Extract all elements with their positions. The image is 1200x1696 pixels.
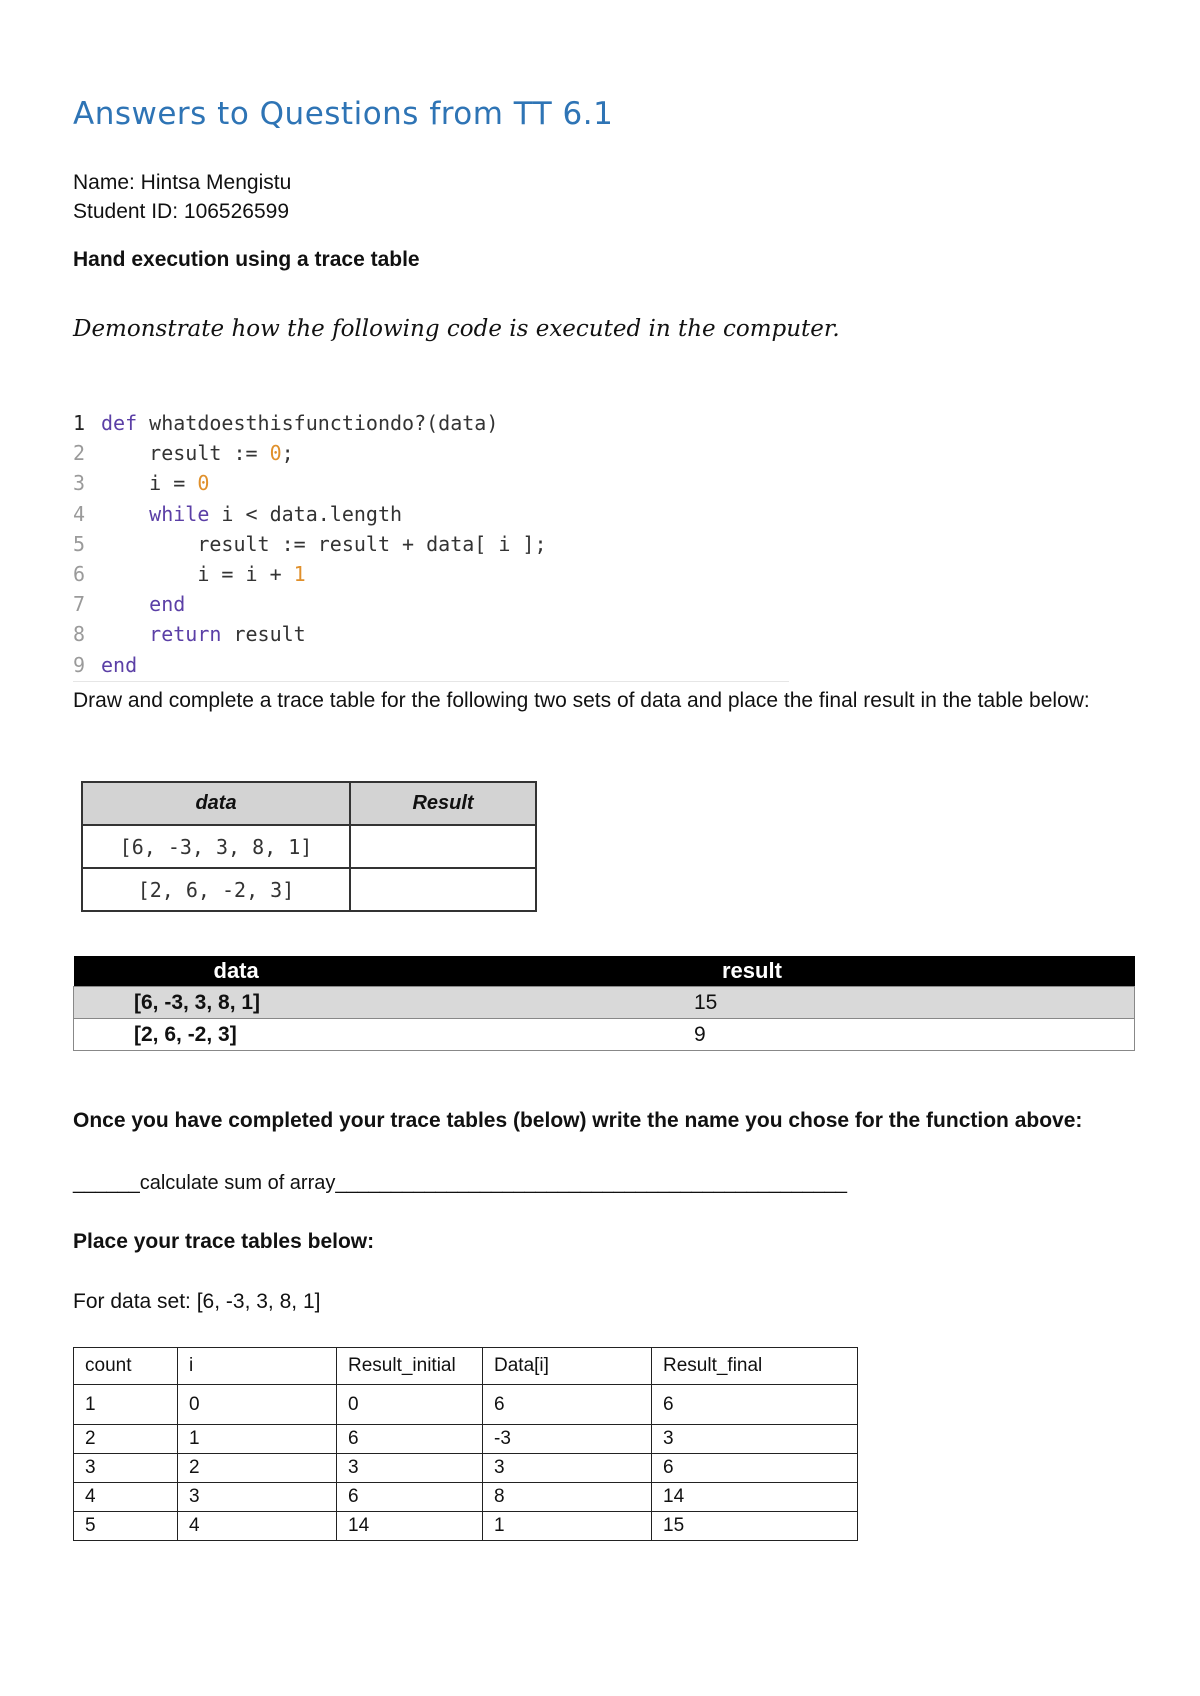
table-row [74, 1385, 858, 1425]
table-cell: 8 [483, 1483, 652, 1512]
line-number: 5 [73, 531, 86, 556]
table-cell: 15 [674, 987, 1135, 1019]
table-row [74, 987, 1135, 1019]
result-table [81, 781, 537, 912]
table-header: Result_initial [337, 1348, 483, 1385]
code-keyword: end [101, 652, 138, 677]
code-line: 1 def whatdoesthisfunctiondo?(data) [73, 408, 789, 438]
table-cell: 4 [74, 1483, 178, 1512]
table-cell: [2, 6, -2, 3] [82, 868, 350, 911]
table-cell: 6 [337, 1483, 483, 1512]
answer-table [73, 956, 1135, 1051]
table-row [74, 1454, 858, 1483]
table-cell: 3 [652, 1425, 858, 1454]
code-divider [73, 681, 789, 682]
instruction-paragraph: Draw and complete a trace table for the following two sets of data and place the final result in the table below: [73, 689, 1090, 712]
table-cell: 6 [652, 1385, 858, 1425]
table-cell: 6 [483, 1385, 652, 1425]
code-keyword: end [149, 592, 186, 617]
name-line: Name: Hintsa Mengistu [73, 171, 292, 194]
line-number: 6 [73, 561, 86, 586]
student-info [73, 168, 291, 226]
table-row [74, 1512, 858, 1541]
table-cell: 9 [674, 1019, 1135, 1051]
student-id-line: Student ID: 106526599 [73, 200, 290, 223]
code-line [73, 589, 789, 619]
table-cell: 3 [74, 1454, 178, 1483]
table-cell: -3 [483, 1425, 652, 1454]
code-line: 3 i = 0 [73, 468, 789, 498]
function-name-question: Once you have completed your trace tables (below) write the name you chose for the function above: [73, 1109, 1083, 1132]
table-header: result [674, 956, 1135, 987]
page-title: Answers to Questions from TT 6.1 [73, 96, 614, 132]
code-keyword: def [101, 411, 138, 435]
table-header: count [74, 1348, 178, 1385]
table-cell: 0 [178, 1385, 337, 1425]
code-block [73, 408, 789, 680]
table-cell: 3 [178, 1483, 337, 1512]
table-cell: 6 [652, 1454, 858, 1483]
line-number: 9 [73, 652, 86, 677]
table-header: Data[i] [483, 1348, 652, 1385]
table-cell: 4 [178, 1512, 337, 1541]
dataset-label: For data set: [6, -3, 3, 8, 1] [73, 1290, 321, 1313]
trace-tables-heading: Place your trace tables below: [73, 1230, 375, 1253]
line-number: 1 [73, 411, 86, 435]
line-number: 3 [73, 471, 86, 496]
table-header: Result [350, 782, 536, 825]
table-cell: 3 [337, 1454, 483, 1483]
table-cell: [6, -3, 3, 8, 1] [74, 987, 675, 1019]
table-cell: 2 [178, 1454, 337, 1483]
table-header: i [178, 1348, 337, 1385]
trace-table [73, 1347, 858, 1541]
table-cell: [6, -3, 3, 8, 1] [82, 825, 350, 868]
code-line: 6 i = i + 1 [73, 559, 789, 589]
line-number: 7 [73, 592, 86, 617]
line-number: 8 [73, 622, 86, 647]
table-cell: 1 [74, 1385, 178, 1425]
table-header: data [74, 956, 675, 987]
table-cell: 14 [337, 1512, 483, 1541]
table-cell: [2, 6, -2, 3] [74, 1019, 675, 1051]
table-cell: 6 [337, 1425, 483, 1454]
table-header: data [82, 782, 350, 825]
table-row [74, 1019, 1135, 1051]
function-name-answer: ______calculate sum of array______________________________________________ [73, 1172, 848, 1194]
table-row [74, 1483, 858, 1512]
table-header: Result_final [652, 1348, 858, 1385]
line-number: 4 [73, 501, 86, 526]
table-row [82, 868, 536, 911]
code-line: 2 result := 0; [73, 438, 789, 468]
table-cell: 15 [652, 1512, 858, 1541]
table-cell: 2 [74, 1425, 178, 1454]
table-header-row [74, 1348, 858, 1385]
table-cell [350, 825, 536, 868]
table-cell: 0 [337, 1385, 483, 1425]
table-cell: 1 [178, 1425, 337, 1454]
table-cell: 3 [483, 1454, 652, 1483]
code-line: 5 result := result + data[ i ]; [73, 529, 789, 559]
table-cell: 5 [74, 1512, 178, 1541]
section-heading: Hand execution using a trace table [73, 248, 420, 271]
code-keyword: while [149, 501, 210, 526]
table-cell: 1 [483, 1512, 652, 1541]
table-cell [350, 868, 536, 911]
line-number: 2 [73, 441, 86, 466]
table-row [82, 825, 536, 868]
code-line [73, 650, 789, 680]
code-line: 8 return result [73, 619, 789, 649]
code-line: 4 while i < data.length [73, 499, 789, 529]
table-row [74, 1425, 858, 1454]
code-keyword: return [149, 622, 222, 647]
table-cell: 14 [652, 1483, 858, 1512]
instruction-text: Demonstrate how the following code is executed in the computer. [73, 316, 840, 342]
